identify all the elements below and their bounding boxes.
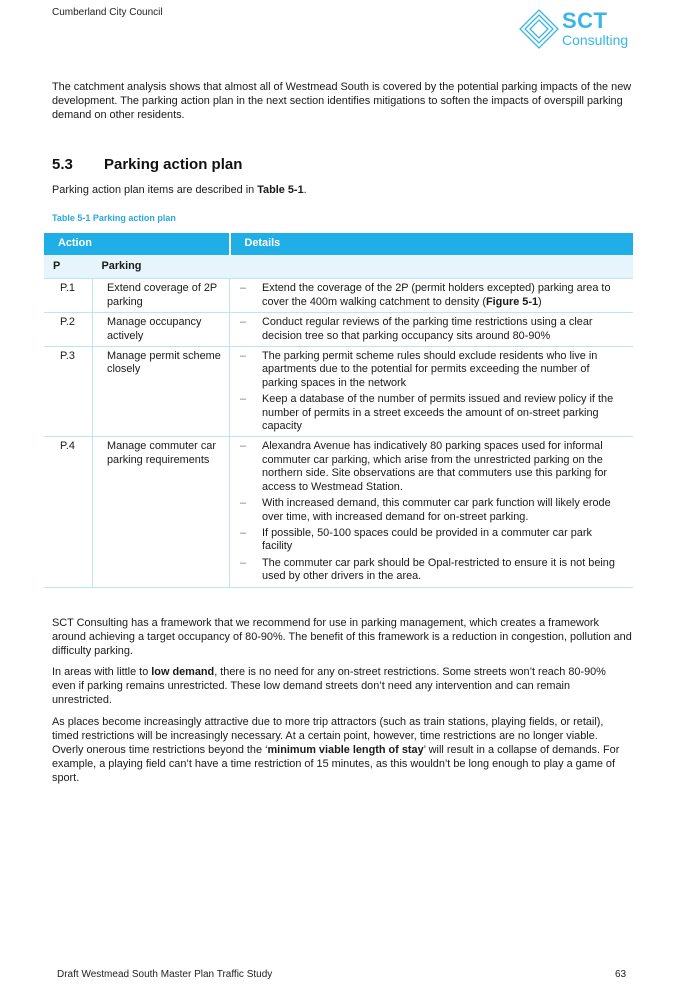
page-number: 63 xyxy=(615,969,627,980)
row-details xyxy=(230,279,634,313)
header-action: Action xyxy=(44,233,230,255)
dash-icon: – xyxy=(240,393,247,406)
row-id: P.4 xyxy=(44,437,93,587)
low-demand-emphasis: low demand xyxy=(151,666,215,678)
logo-diamond-icon xyxy=(518,8,564,54)
footer-title: Draft Westmead South Master Plan Traffic Study xyxy=(57,969,273,980)
parking-action-table xyxy=(44,233,633,588)
row-action: Manage occupancy actively xyxy=(93,313,230,347)
dash-icon: – xyxy=(240,440,247,453)
dash-icon: – xyxy=(240,556,247,569)
detail-bullet: – The parking permit scheme rules should exclude residents who live in apartments due to the potential for permits exceeding the number of parking spaces in the network xyxy=(240,350,598,389)
table-header-row xyxy=(44,233,633,255)
detail-bullet: – Extend the coverage of the 2P (permit holders excepted) parking area to cover the 400m walking catchment to density (Figure 5-1) xyxy=(240,282,611,308)
row-action: Extend coverage of 2P parking xyxy=(93,279,230,313)
row-id: P.3 xyxy=(44,347,93,437)
header-org: Cumberland City Council xyxy=(52,7,163,18)
body-paragraph-1: SCT Consulting has a framework that we recommend for use in parking management, which creates a framework around achieving a target occupancy of 80-90%. The benefit of this framework is a reduction in congestion, pollution and difficulty parking. xyxy=(52,617,632,657)
dash-icon: – xyxy=(240,497,247,510)
detail-bullet: – With increased demand, this commuter car park function will likely erode over time, with increased demand for on-street parking. xyxy=(240,497,611,523)
row-action: Manage permit scheme closely xyxy=(93,347,230,437)
group-code: P xyxy=(44,255,93,279)
logo-consulting-text: Consulting xyxy=(562,32,629,48)
intro-paragraph: The catchment analysis shows that almost all of Westmead South is covered by the potential parking impacts of the new development. The parking action plan in the next section identifies mitigations to soften the impacts of overspill parking demand on other residents. xyxy=(52,81,632,121)
lead-text: Parking action plan items are described in xyxy=(52,184,258,196)
sct-logo xyxy=(518,6,638,52)
table-row xyxy=(44,437,633,587)
row-details xyxy=(230,313,634,347)
row-id: P.2 xyxy=(44,313,93,347)
table-caption: Table 5-1 Parking action plan xyxy=(52,213,176,223)
table-row xyxy=(44,347,633,437)
group-name: Parking xyxy=(93,255,634,279)
group-row-parking xyxy=(44,255,633,279)
minimum-stay-emphasis: minimum viable length of stay xyxy=(267,744,424,756)
figure-reference-link[interactable]: Figure 5-1 xyxy=(485,295,539,308)
detail-bullet: – Conduct regular reviews of the parking time restrictions using a clear decision tree so that parking occupancy sits around 80-90% xyxy=(240,316,593,342)
row-action: Manage commuter car parking requirements xyxy=(93,437,230,587)
dash-icon: – xyxy=(240,316,247,329)
dash-icon: – xyxy=(240,350,247,363)
detail-bullet: – The commuter car park should be Opal-restricted to ensure it is not being used by other drivers in the area. xyxy=(240,556,615,583)
lead-end: . xyxy=(303,184,307,196)
logo-sct-text: SCT xyxy=(562,8,608,33)
dash-icon: – xyxy=(240,526,247,539)
header-details: Details xyxy=(230,233,634,255)
table-row xyxy=(44,313,633,347)
section-heading xyxy=(52,156,242,173)
row-details xyxy=(230,347,634,437)
lead-paragraph xyxy=(52,183,632,197)
table-row xyxy=(44,279,633,313)
body-paragraph-3: As places become increasingly attractive due to more trip attractors (such as train stations, playing fields, or retail), timed restrictions will be increasingly necessary. At a certain point, however, time restrictions are no longer viable. Overly onerous time restrictions beyond the ‘minimum viable length of stay’ will result in a collapse of demands. For example, a playing field can’t have a time restriction of 15 minutes, as this wouldn’t be long enough to play a game of sport. xyxy=(52,716,620,784)
detail-bullet: – If possible, 50-100 spaces could be provided in a commuter car park facility xyxy=(240,526,592,553)
dash-icon: – xyxy=(240,282,247,295)
row-id: P.1 xyxy=(44,279,93,313)
table-reference-link[interactable]: Table 5-1 xyxy=(257,184,304,196)
detail-bullet: – Alexandra Avenue has indicatively 80 parking spaces used for informal commuter car parking, which arise from the unrestricted parking on the northern side. Site observations are that commuters use this parking for access to Westmead Station. xyxy=(240,440,608,493)
row-details xyxy=(230,437,634,587)
detail-bullet: – Keep a database of the number of permits issued and review policy if the number of permits in a street exceeds the amount of on-street parking capacity xyxy=(240,393,614,433)
body-paragraph-2: In areas with little to low demand, there is no need for any on-street restrictions. Some streets won’t reach 80-90% even if parking remains unrestricted. These low demand streets don’t need any intervention and can remain unrestricted. xyxy=(52,666,606,706)
section-number: 5.3 xyxy=(52,156,73,173)
section-title: Parking action plan xyxy=(104,156,243,173)
